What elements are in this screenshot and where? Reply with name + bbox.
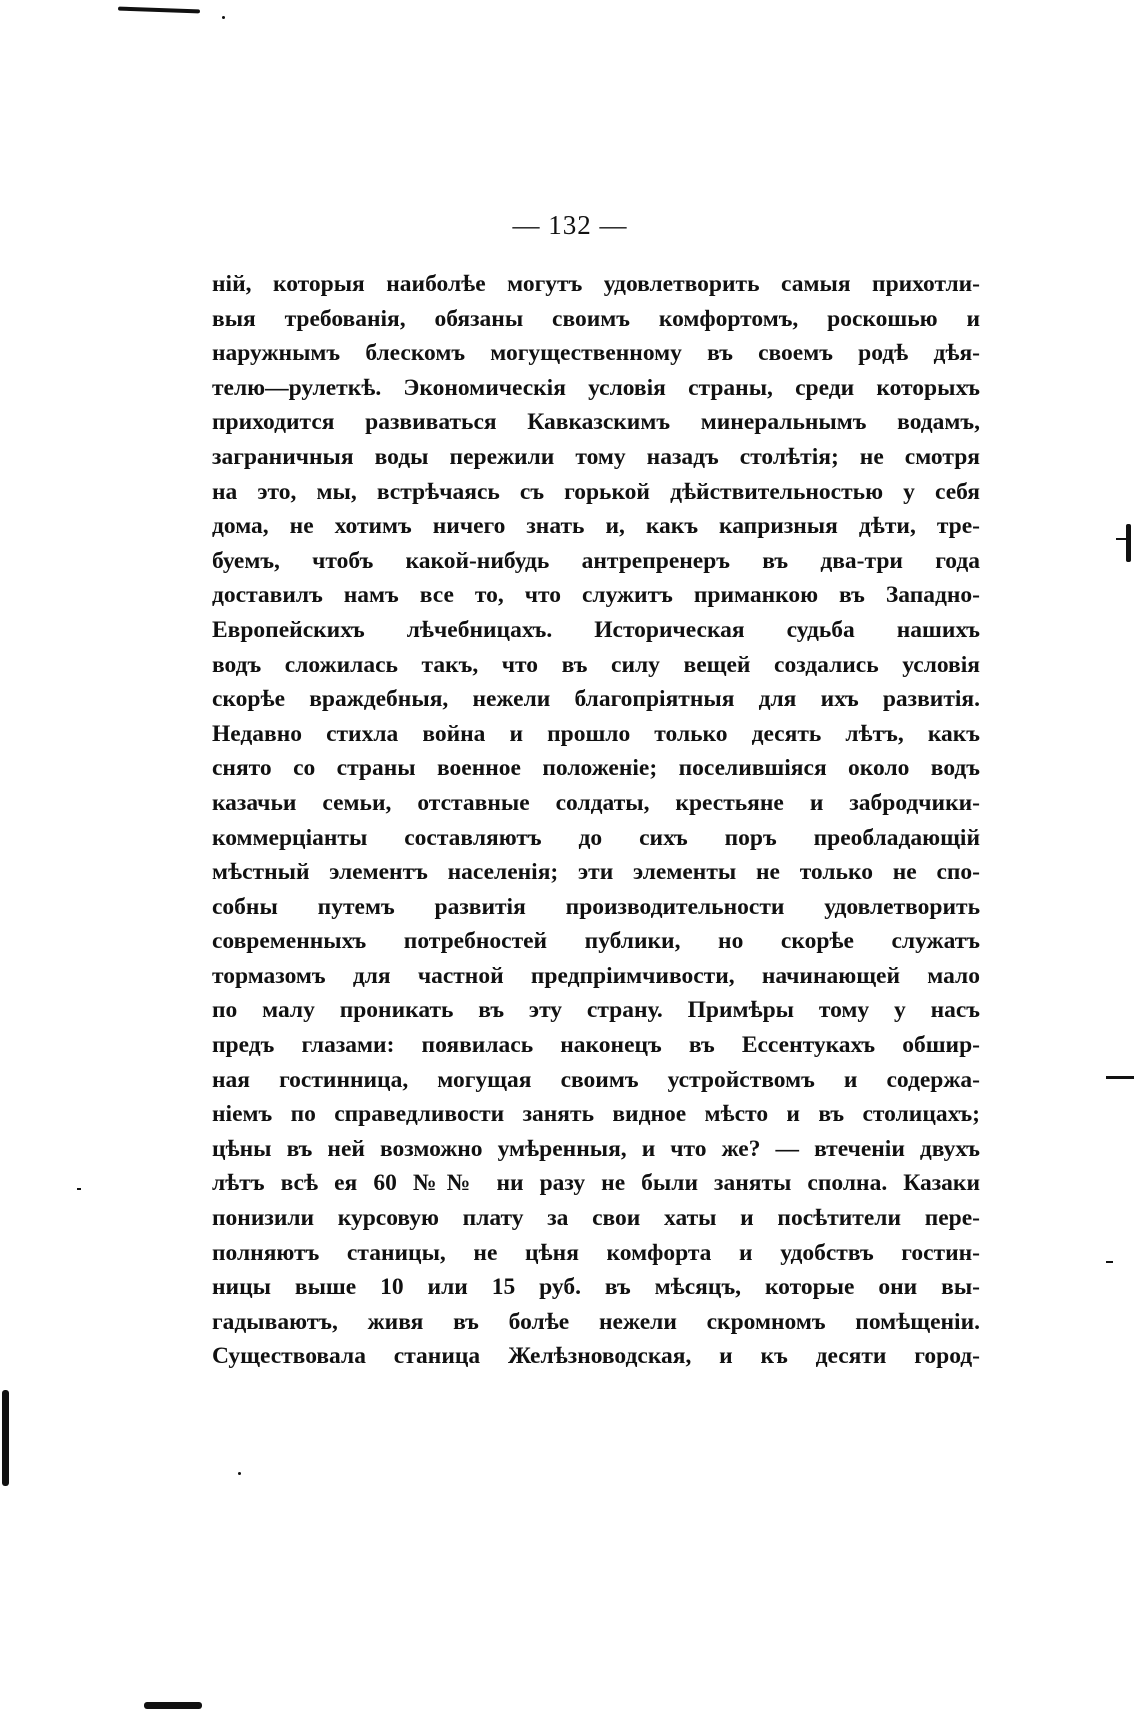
text-line: ная гостинница, могущая своимъ устройствомъ и содержа- bbox=[212, 1066, 980, 1093]
text-line: наружнымъ блескомъ могущественному въ своемъ родѣ дѣя- bbox=[212, 340, 980, 367]
text-line: мѣстный элементъ населенія; эти элементы не только не спо- bbox=[212, 859, 980, 886]
scan-artifact-right bbox=[1126, 524, 1131, 562]
scan-artifact-bottom bbox=[144, 1702, 202, 1709]
scan-artifact-dot bbox=[222, 16, 225, 19]
scan-artifact-right-dash bbox=[1106, 1076, 1134, 1079]
text-line: ніемъ по справедливости занять видное мѣсто и въ столицахъ; bbox=[212, 1101, 980, 1128]
scan-artifact-top bbox=[118, 7, 200, 14]
text-line: собны путемъ развитія производительности удовлетворить bbox=[212, 893, 980, 920]
text-line: ній, которыя наиболѣе могутъ удовлетворить самыя прихотли- bbox=[212, 271, 980, 297]
text-line: современныхъ потребностей публики, но скорѣе служатъ bbox=[212, 928, 980, 955]
text-line: телю—рулеткѣ. Экономическія условія страны, среди которыхъ bbox=[212, 374, 980, 401]
text-line: доставилъ намъ все то, что служитъ приманкою въ Западно- bbox=[212, 582, 980, 609]
text-line: снято со страны военное положеніе; поселившіяся около водъ bbox=[212, 755, 980, 782]
scan-artifact-right-tick bbox=[1116, 538, 1126, 540]
text-line: тормазомъ для частной предпріимчивости, начинающей мало bbox=[212, 962, 980, 989]
text-line: Европейскихъ лѣчебницахъ. Историческая судьба нашихъ bbox=[212, 616, 980, 643]
scan-artifact-left-dot bbox=[77, 1188, 81, 1190]
scan-artifact-right-tick-2 bbox=[1106, 1261, 1113, 1263]
text-line: по малу проникать въ эту страну. Примѣры тому у насъ bbox=[212, 997, 980, 1024]
scan-artifact-left bbox=[2, 1390, 9, 1486]
text-line: коммерціанты составляютъ до сихъ поръ преобладающій bbox=[212, 824, 980, 851]
text-line: буемъ, чтобъ какой-нибудь антрепренеръ въ два-три года bbox=[212, 547, 980, 574]
text-line: цѣны въ ней возможно умѣренныя, и что же? — втеченіи двухъ bbox=[212, 1135, 980, 1162]
text-line: полняютъ станицы, не цѣня комфорта и удобствъ гостин- bbox=[212, 1239, 980, 1266]
text-line: выя требованія, обязаны своимъ комфортомъ, роскошью и bbox=[212, 305, 980, 332]
text-line: приходится развиваться Кавказскимъ минеральнымъ водамъ, bbox=[212, 409, 980, 436]
text-line: понизили курсовую плату за свои хаты и посѣтители пере- bbox=[212, 1205, 980, 1232]
text-line: дома, не хотимъ ничего знать и, какъ капризныя дѣти, тре- bbox=[212, 513, 980, 540]
text-line: на это, мы, встрѣчаясь съ горькой дѣйствительностью у себя bbox=[212, 478, 980, 505]
text-line: заграничныя воды пережили тому назадъ столѣтія; не смотря bbox=[212, 443, 980, 470]
text-line: казачьи семьи, отставные солдаты, крестьяне и забродчики- bbox=[212, 789, 980, 816]
text-line: ницы выше 10 или 15 руб. въ мѣсяцъ, которые они вы- bbox=[212, 1274, 980, 1301]
text-line: водъ сложилась такъ, что въ силу вещей создались условія bbox=[212, 651, 980, 678]
text-line: предъ глазами: появилась наконецъ въ Ессентукахъ обшир- bbox=[212, 1032, 980, 1059]
text-line: гадываютъ, живя въ болѣе нежели скромномъ помѣщеніи. bbox=[212, 1308, 980, 1335]
scan-artifact-speck bbox=[238, 1472, 241, 1475]
text-line: скорѣе враждебныя, нежели благопріятныя для ихъ развитія. bbox=[212, 686, 980, 713]
body-text bbox=[212, 267, 980, 1374]
text-line: Существовала станица Желѣзноводская, и къ десяти город- bbox=[212, 1343, 980, 1370]
text-line: Недавно стихла война и прошло только десять лѣтъ, какъ bbox=[212, 720, 980, 747]
text-line: лѣтъ всѣ ея 60 №№ ни разу не были заняты сполна. Казаки bbox=[212, 1170, 980, 1197]
page-number: — 132 — bbox=[512, 210, 628, 240]
